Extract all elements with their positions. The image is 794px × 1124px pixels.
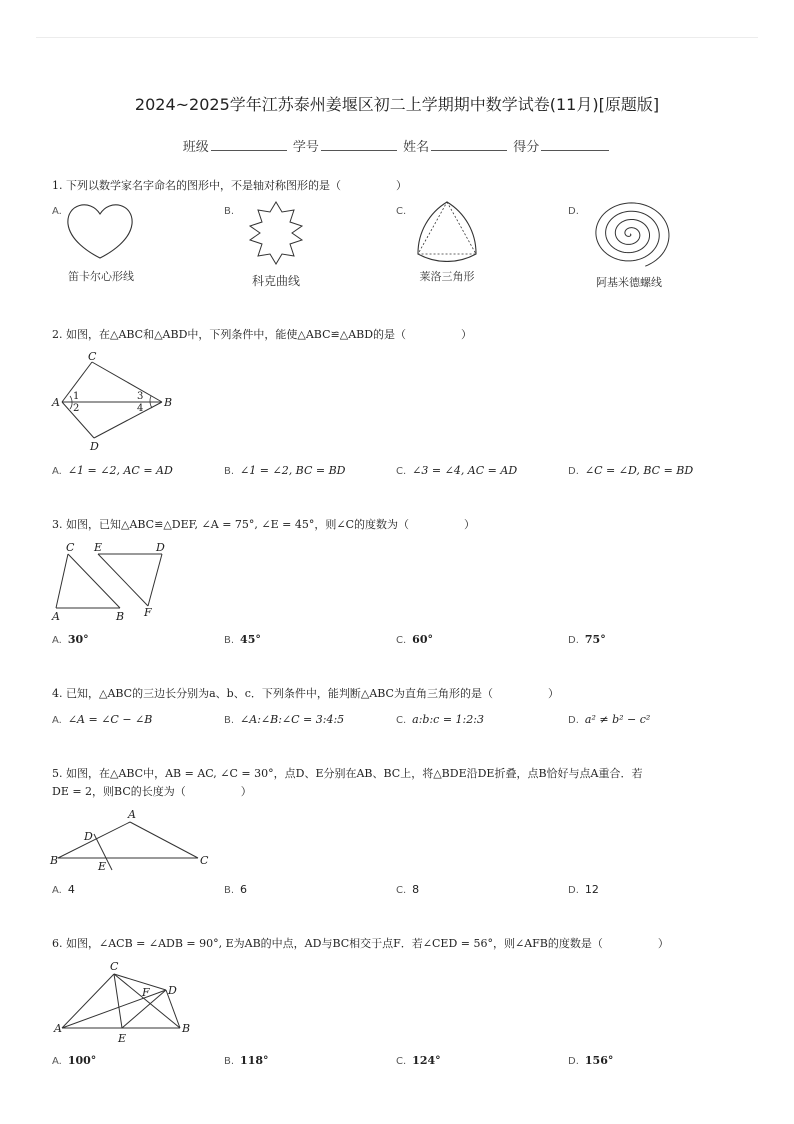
option-text: 118° [240,1054,269,1067]
option-letter: D. [568,635,579,646]
q6-label-f: F [142,986,150,999]
spiral-caption: 阿基米德螺线 [596,276,662,289]
option-letter: B. [224,206,235,217]
number-label: 学号 [292,140,319,155]
q2-figure [50,348,180,454]
q4-option-c [396,713,484,726]
option-letter: B. [224,466,235,477]
reuleaux-triangle-figure [412,198,482,262]
student-info-row [0,136,794,155]
q6-option-a [52,1054,96,1067]
option-letter: D. [568,1056,579,1067]
q5-label-b: B [50,854,59,867]
q5-option-a [52,883,75,896]
q5-label-c: C [200,854,209,867]
option-text: 45° [240,633,261,646]
option-text: 60° [412,633,433,646]
option-text: 156° [584,1054,614,1067]
q2-label-3: 3 [137,391,144,402]
option-text: 30° [67,633,89,646]
koch-caption: 科克曲线 [251,274,300,288]
option-text: ∠A:∠B:∠C = 3:4:5 [240,713,345,726]
q2-label-2: 2 [73,403,80,414]
option-letter: A. [52,635,62,646]
q3-label-f: F [144,606,152,619]
option-letter: D. [568,715,579,726]
option-text: 124° [412,1054,441,1067]
option-letter: C. [396,885,407,896]
question-2-stem: 2. 如图，在△ABC和△ABD中，下列条件中，能使△ABC≌△ABD的是（ ） [52,328,473,341]
q3-option-b [224,633,261,646]
option-text: ∠1 = ∠2, AC = AD [67,464,173,477]
q2-option-b [224,464,346,477]
q4-option-a [52,713,152,726]
option-letter: D. [568,206,579,217]
page-title: 2024~2025学年江苏泰州姜堰区初二上学期期中数学试卷(11月)[原题版] [134,95,660,114]
option-text: ∠1 = ∠2, BC = BD [240,464,346,477]
q6-label-d: D [168,984,177,997]
q6-option-c [396,1054,441,1067]
q6-option-b [224,1054,269,1067]
q3-option-d [568,633,606,646]
option-text: 6 [240,883,248,896]
question-3-stem: 3. 如图，已知△ABC≌△DEF, ∠A = 75°, ∠E = 45°，则∠C的度数为（ ） [52,518,475,531]
option-letter: B. [224,885,235,896]
q1-option-b [224,204,240,217]
option-text: 4 [67,883,75,896]
q3-label-c: C [66,541,75,554]
option-letter: C. [396,1056,407,1067]
question-5-stem-line2: DE = 2，则BC的长度为（ ） [52,785,252,798]
q4-option-b [224,713,344,726]
question-6-stem: 6. 如图，∠ACB = ∠ADB = 90°, E为AB的中点，AD与BC相交于点F．若∠CED = 56°，则∠AFB的度数是（ ） [52,937,669,950]
option-letter: A. [52,206,62,217]
question-5-stem-line1: 5. 如图，在△ABC中，AB = AC, ∠C = 30°，点D、E分别在AB、BC上，将△BDE沿DE折叠，点B恰好与点A重合．若 [52,767,643,780]
q5-option-c [396,883,419,896]
option-text: a² ≠ b² − c² [584,713,651,726]
class-blank [211,150,287,151]
option-letter: C. [396,466,407,477]
q2-label-4: 4 [137,403,144,414]
q2-option-d [568,464,693,477]
option-letter: C. [396,715,407,726]
q3-option-a [52,633,89,646]
option-text: a:b:c = 1:2:3 [412,713,484,726]
q1-option-c [396,204,412,217]
cardioid-figure [60,200,140,262]
q5-label-e: E [98,860,107,872]
q5-figure [48,806,218,872]
q2-label-a: A [52,396,60,409]
option-text: 12 [584,883,599,896]
q2-label-1: 1 [73,391,80,402]
q3-label-a: A [52,610,60,623]
q3-label-e: E [94,541,103,554]
q3-label-d: D [156,541,165,554]
q6-label-e: E [118,1032,127,1045]
score-blank [541,150,609,151]
number-blank [321,150,397,151]
option-text: ∠C = ∠D, BC = BD [584,464,694,477]
q6-label-a: A [54,1022,62,1035]
q2-option-c [396,464,517,477]
option-letter: A. [52,885,62,896]
q5-label-d: D [84,830,93,843]
q6-label-b: B [182,1022,191,1035]
option-letter: A. [52,715,62,726]
option-text: 75° [584,633,606,646]
option-letter: B. [224,715,235,726]
q6-label-c: C [110,960,119,973]
q3-option-c [396,633,433,646]
archimedean-spiral-figure [582,198,672,272]
q5-option-d [568,883,599,896]
q2-label-c: C [88,350,97,363]
option-letter: C. [396,635,407,646]
option-letter: D. [568,885,579,896]
q5-label-a: A [128,808,136,821]
q3-figure [48,538,178,624]
q2-label-b: B [164,396,173,409]
q3-label-b: B [116,610,125,623]
option-letter: B. [224,635,235,646]
score-label: 得分 [513,140,540,155]
name-blank [431,150,507,151]
option-letter: D. [568,466,579,477]
q2-label-d: D [90,440,99,453]
option-text: 8 [412,883,420,896]
option-letter: A. [52,466,62,477]
question-4-stem: 4. 已知，△ABC的三边长分别为a、b、c．下列条件中，能判断△ABC为直角三角形的是（ ） [52,687,559,700]
header-divider [36,37,758,38]
q2-option-a [52,464,173,477]
option-text: ∠3 = ∠4, AC = AD [412,464,518,477]
q6-figure [52,958,202,1048]
option-letter: C. [396,206,407,217]
option-letter: B. [224,1056,235,1067]
name-label: 姓名 [403,140,430,155]
option-text: ∠A = ∠C − ∠B [67,713,153,726]
koch-snowflake-figure [240,200,312,266]
reuleaux-caption: 莱洛三角形 [419,270,475,283]
option-letter: A. [52,1056,62,1067]
question-1-stem: 1. 下列以数学家名字命名的图形中，不是轴对称图形的是（ ） [52,179,407,192]
q6-option-d [568,1054,613,1067]
option-text: 100° [67,1054,97,1067]
q4-option-d [568,713,650,726]
cardioid-caption: 笛卡尔心形线 [68,270,134,283]
class-label: 班级 [182,140,209,155]
q5-option-b [224,883,247,896]
